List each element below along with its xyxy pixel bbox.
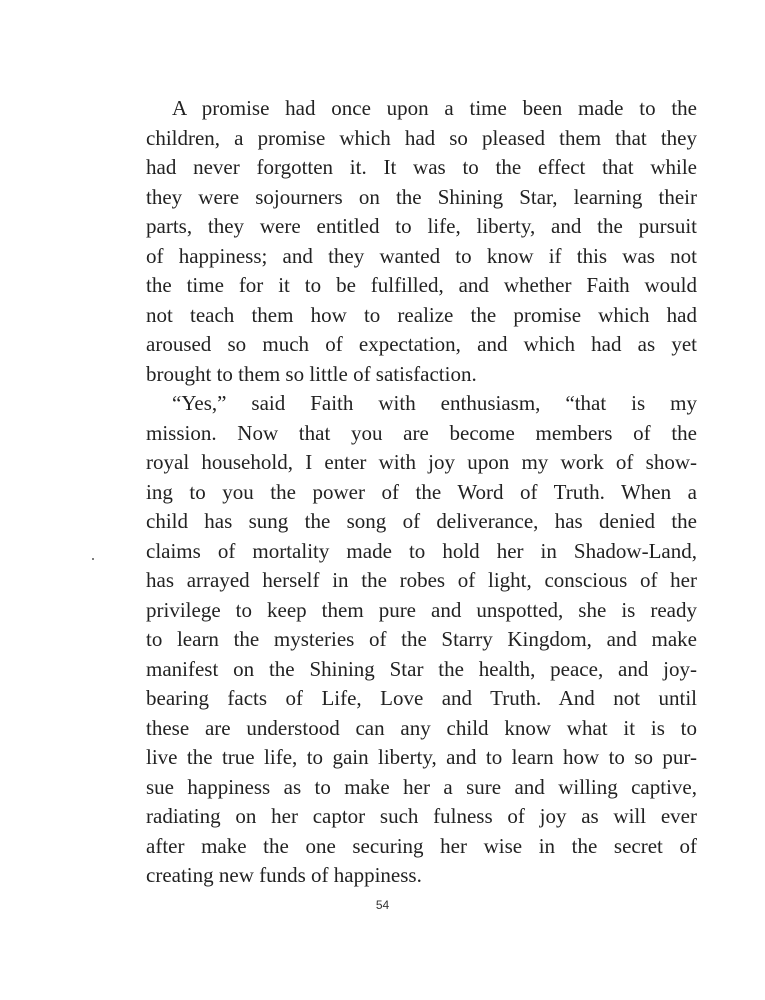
text-line: live the true life, to gain liberty, and to learn how to so pur- — [146, 745, 697, 769]
text-line: brought to them so little of satisfaction. — [146, 361, 477, 386]
page-number: 54 — [375, 898, 390, 912]
text-line: radiating on her captor such fulness of joy as will ever — [146, 804, 697, 828]
text-line: mission. Now that you are become members of the — [146, 420, 697, 445]
text-line: aroused so much of expectation, and which had as yet — [146, 332, 697, 356]
text-line: not teach them how to realize the promise which had — [146, 302, 697, 327]
text-line: parts, they were entitled to life, liberty, and the pursuit — [146, 214, 697, 238]
text-line: they were sojourners on the Shining Star, learning their — [146, 184, 697, 209]
text-line: A promise had once upon a time been made to the — [172, 96, 697, 120]
text-line: sue happiness as to make her a sure and willing captive, — [146, 774, 697, 799]
print-speck — [92, 558, 94, 560]
paragraph — [146, 94, 697, 389]
text-line: after make the one securing her wise in the secret of — [146, 833, 697, 858]
text-line: has arrayed herself in the robes of light, conscious of her — [146, 568, 697, 592]
text-line: of happiness; and they wanted to know if this was not — [146, 243, 697, 268]
text-line: child has sung the song of deliverance, has denied the — [146, 509, 697, 533]
text-line: manifest on the Shining Star the health, peace, and joy- — [146, 656, 697, 681]
body-text — [146, 94, 697, 891]
text-line: bearing facts of Life, Love and Truth. And not until — [146, 686, 697, 710]
text-line: these are understood can any child know what it is to — [146, 715, 697, 740]
paragraph — [146, 389, 697, 891]
text-line: children, a promise which had so pleased them that they — [146, 125, 697, 150]
text-line: “Yes,” said Faith with enthusiasm, “that is my — [172, 391, 697, 415]
text-line: royal household, I enter with joy upon my work of show- — [146, 450, 697, 474]
text-line: the time for it to be fulfilled, and whether Faith would — [146, 273, 697, 297]
text-line: claims of mortality made to hold her in Shadow-Land, — [146, 538, 697, 563]
text-line: had never forgotten it. It was to the effect that while — [146, 155, 697, 179]
text-line: ing to you the power of the Word of Truth. When a — [146, 479, 697, 504]
text-line: creating new funds of happiness. — [146, 863, 422, 887]
text-line: to learn the mysteries of the Starry Kingdom, and make — [146, 627, 697, 651]
text-line: privilege to keep them pure and unspotted, she is ready — [146, 597, 697, 622]
